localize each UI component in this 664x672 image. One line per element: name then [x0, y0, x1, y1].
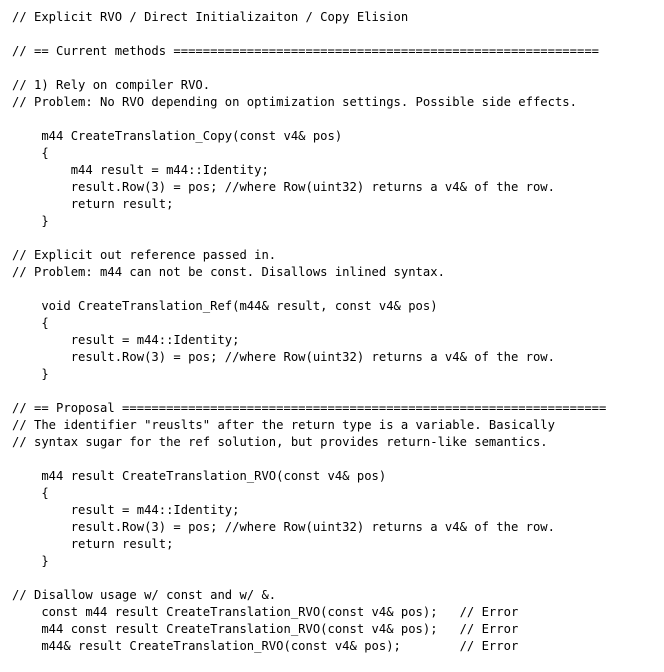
- code-line: m44 result CreateTranslation_RVO(const v4& pos): [12, 469, 387, 483]
- code-line: }: [12, 214, 49, 228]
- code-line: [12, 281, 662, 298]
- code-line: // syntax sugar for the ref solution, but provides return-like semantics.: [12, 435, 548, 449]
- code-line: // 1) Rely on compiler RVO.: [12, 78, 211, 92]
- code-line: // == Current methods ==========================================================: [12, 44, 599, 58]
- code-line: // The identifier "reuslts" after the return type is a variable. Basically: [12, 418, 555, 432]
- code-line: // Explicit RVO / Direct Initializaiton / Copy Elision: [12, 10, 409, 24]
- code-line: m44 CreateTranslation_Copy(const v4& pos): [12, 129, 343, 143]
- code-line: {: [12, 486, 49, 500]
- code-line: [12, 570, 662, 587]
- code-line: return result;: [12, 197, 174, 211]
- code-line: [12, 111, 662, 128]
- code-line: // == Proposal ==================================================================: [12, 401, 607, 415]
- code-line: result.Row(3) = pos; //where Row(uint32) returns a v4& of the row.: [12, 350, 555, 364]
- code-line: }: [12, 367, 49, 381]
- code-line: return result;: [12, 537, 174, 551]
- code-line: const m44 result CreateTranslation_RVO(const v4& pos); // Error: [12, 605, 519, 619]
- code-line: }: [12, 554, 49, 568]
- code-line: // Problem: No RVO depending on optimization settings. Possible side effects.: [12, 95, 577, 109]
- code-line: {: [12, 146, 49, 160]
- code-line: [12, 60, 662, 77]
- code-line: result.Row(3) = pos; //where Row(uint32) returns a v4& of the row.: [12, 520, 555, 534]
- code-line: result.Row(3) = pos; //where Row(uint32) returns a v4& of the row.: [12, 180, 555, 194]
- code-line: [12, 383, 662, 400]
- code-line: {: [12, 316, 49, 330]
- code-line: void CreateTranslation_Ref(m44& result, const v4& pos): [12, 299, 438, 313]
- code-line: // Problem: m44 can not be const. Disallows inlined syntax.: [12, 265, 445, 279]
- code-line: // Disallow usage w/ const and w/ &.: [12, 588, 277, 602]
- code-line: [12, 26, 662, 43]
- code-block: [12, 9, 662, 655]
- code-line: result = m44::Identity;: [12, 333, 240, 347]
- code-line: m44 result = m44::Identity;: [12, 163, 269, 177]
- code-line: [12, 230, 662, 247]
- code-line: m44& result CreateTranslation_RVO(const v4& pos); // Error: [12, 639, 519, 653]
- code-line: [12, 451, 662, 468]
- code-line: result = m44::Identity;: [12, 503, 240, 517]
- code-line: m44 const result CreateTranslation_RVO(const v4& pos); // Error: [12, 622, 519, 636]
- code-line: // Explicit out reference passed in.: [12, 248, 277, 262]
